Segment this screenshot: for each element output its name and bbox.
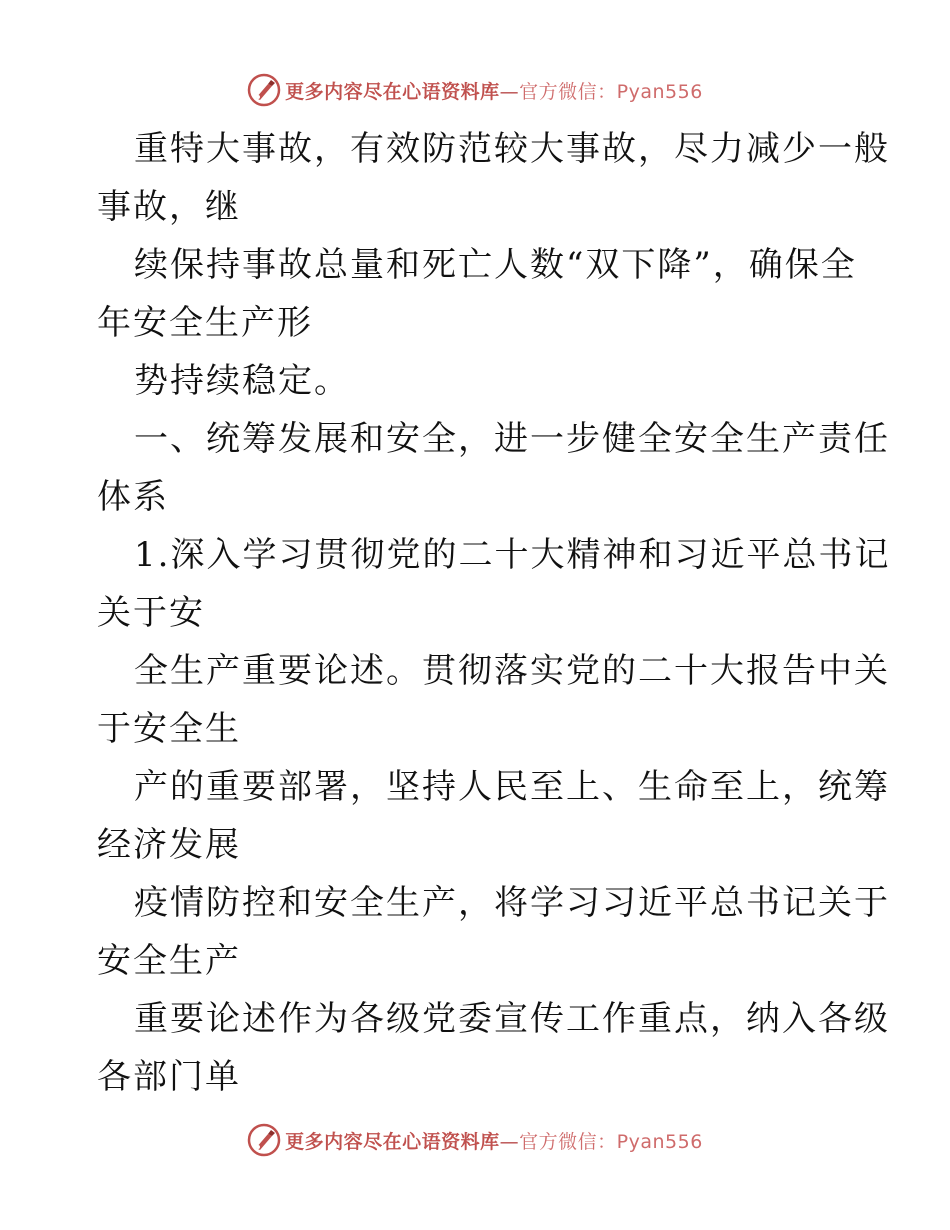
text-line: 疫情防控和安全生产，将学习习近平总书记关于 — [134, 883, 890, 923]
footer-wechat-text: 官方微信：Pyan556 — [519, 1130, 703, 1153]
text-line: 全生产重要论述。贯彻落实党的二十大报告中关 — [134, 651, 890, 691]
text-line: 年安全生产形 — [97, 303, 313, 343]
text-line: 重特大事故，有效防范较大事故，尽力减少一般 — [134, 129, 890, 169]
text-line: 关于安 — [97, 593, 205, 633]
header-banner — [0, 70, 950, 110]
text-line: 于安全生 — [97, 709, 241, 749]
text-line: 产的重要部署，坚持人民至上、生命至上，统筹 — [134, 767, 890, 807]
text-line: 1.深入学习贯彻党的二十大精神和习近平总书记 — [134, 535, 891, 575]
text-line: 安全生产 — [97, 941, 241, 981]
pen-logo-icon — [247, 1123, 281, 1157]
header-banner-text — [285, 77, 703, 104]
footer-dash: — — [499, 1130, 520, 1153]
pen-logo-icon — [247, 73, 281, 107]
text-line: 续保持事故总量和死亡人数“双下降”，确保全 — [134, 245, 857, 285]
footer-site-text: 更多内容尽在心语资料库 — [285, 1130, 500, 1153]
text-line: 各部门单 — [97, 1057, 241, 1097]
header-site-text: 更多内容尽在心语资料库 — [285, 80, 500, 103]
text-line: 势持续稳定。 — [134, 361, 350, 401]
text-line: 事故，继 — [97, 187, 241, 227]
document-body — [97, 120, 891, 1106]
section-heading: 一、统筹发展和安全，进一步健全安全生产责任 — [134, 419, 890, 459]
footer-banner — [0, 1120, 950, 1160]
text-line: 经济发展 — [97, 825, 241, 865]
footer-banner-text — [285, 1127, 703, 1154]
header-wechat-text: 官方微信：Pyan556 — [519, 80, 703, 103]
text-line: 重要论述作为各级党委宣传工作重点，纳入各级 — [134, 999, 890, 1039]
section-heading-cont: 体系 — [97, 477, 169, 517]
header-dash: — — [499, 80, 520, 103]
